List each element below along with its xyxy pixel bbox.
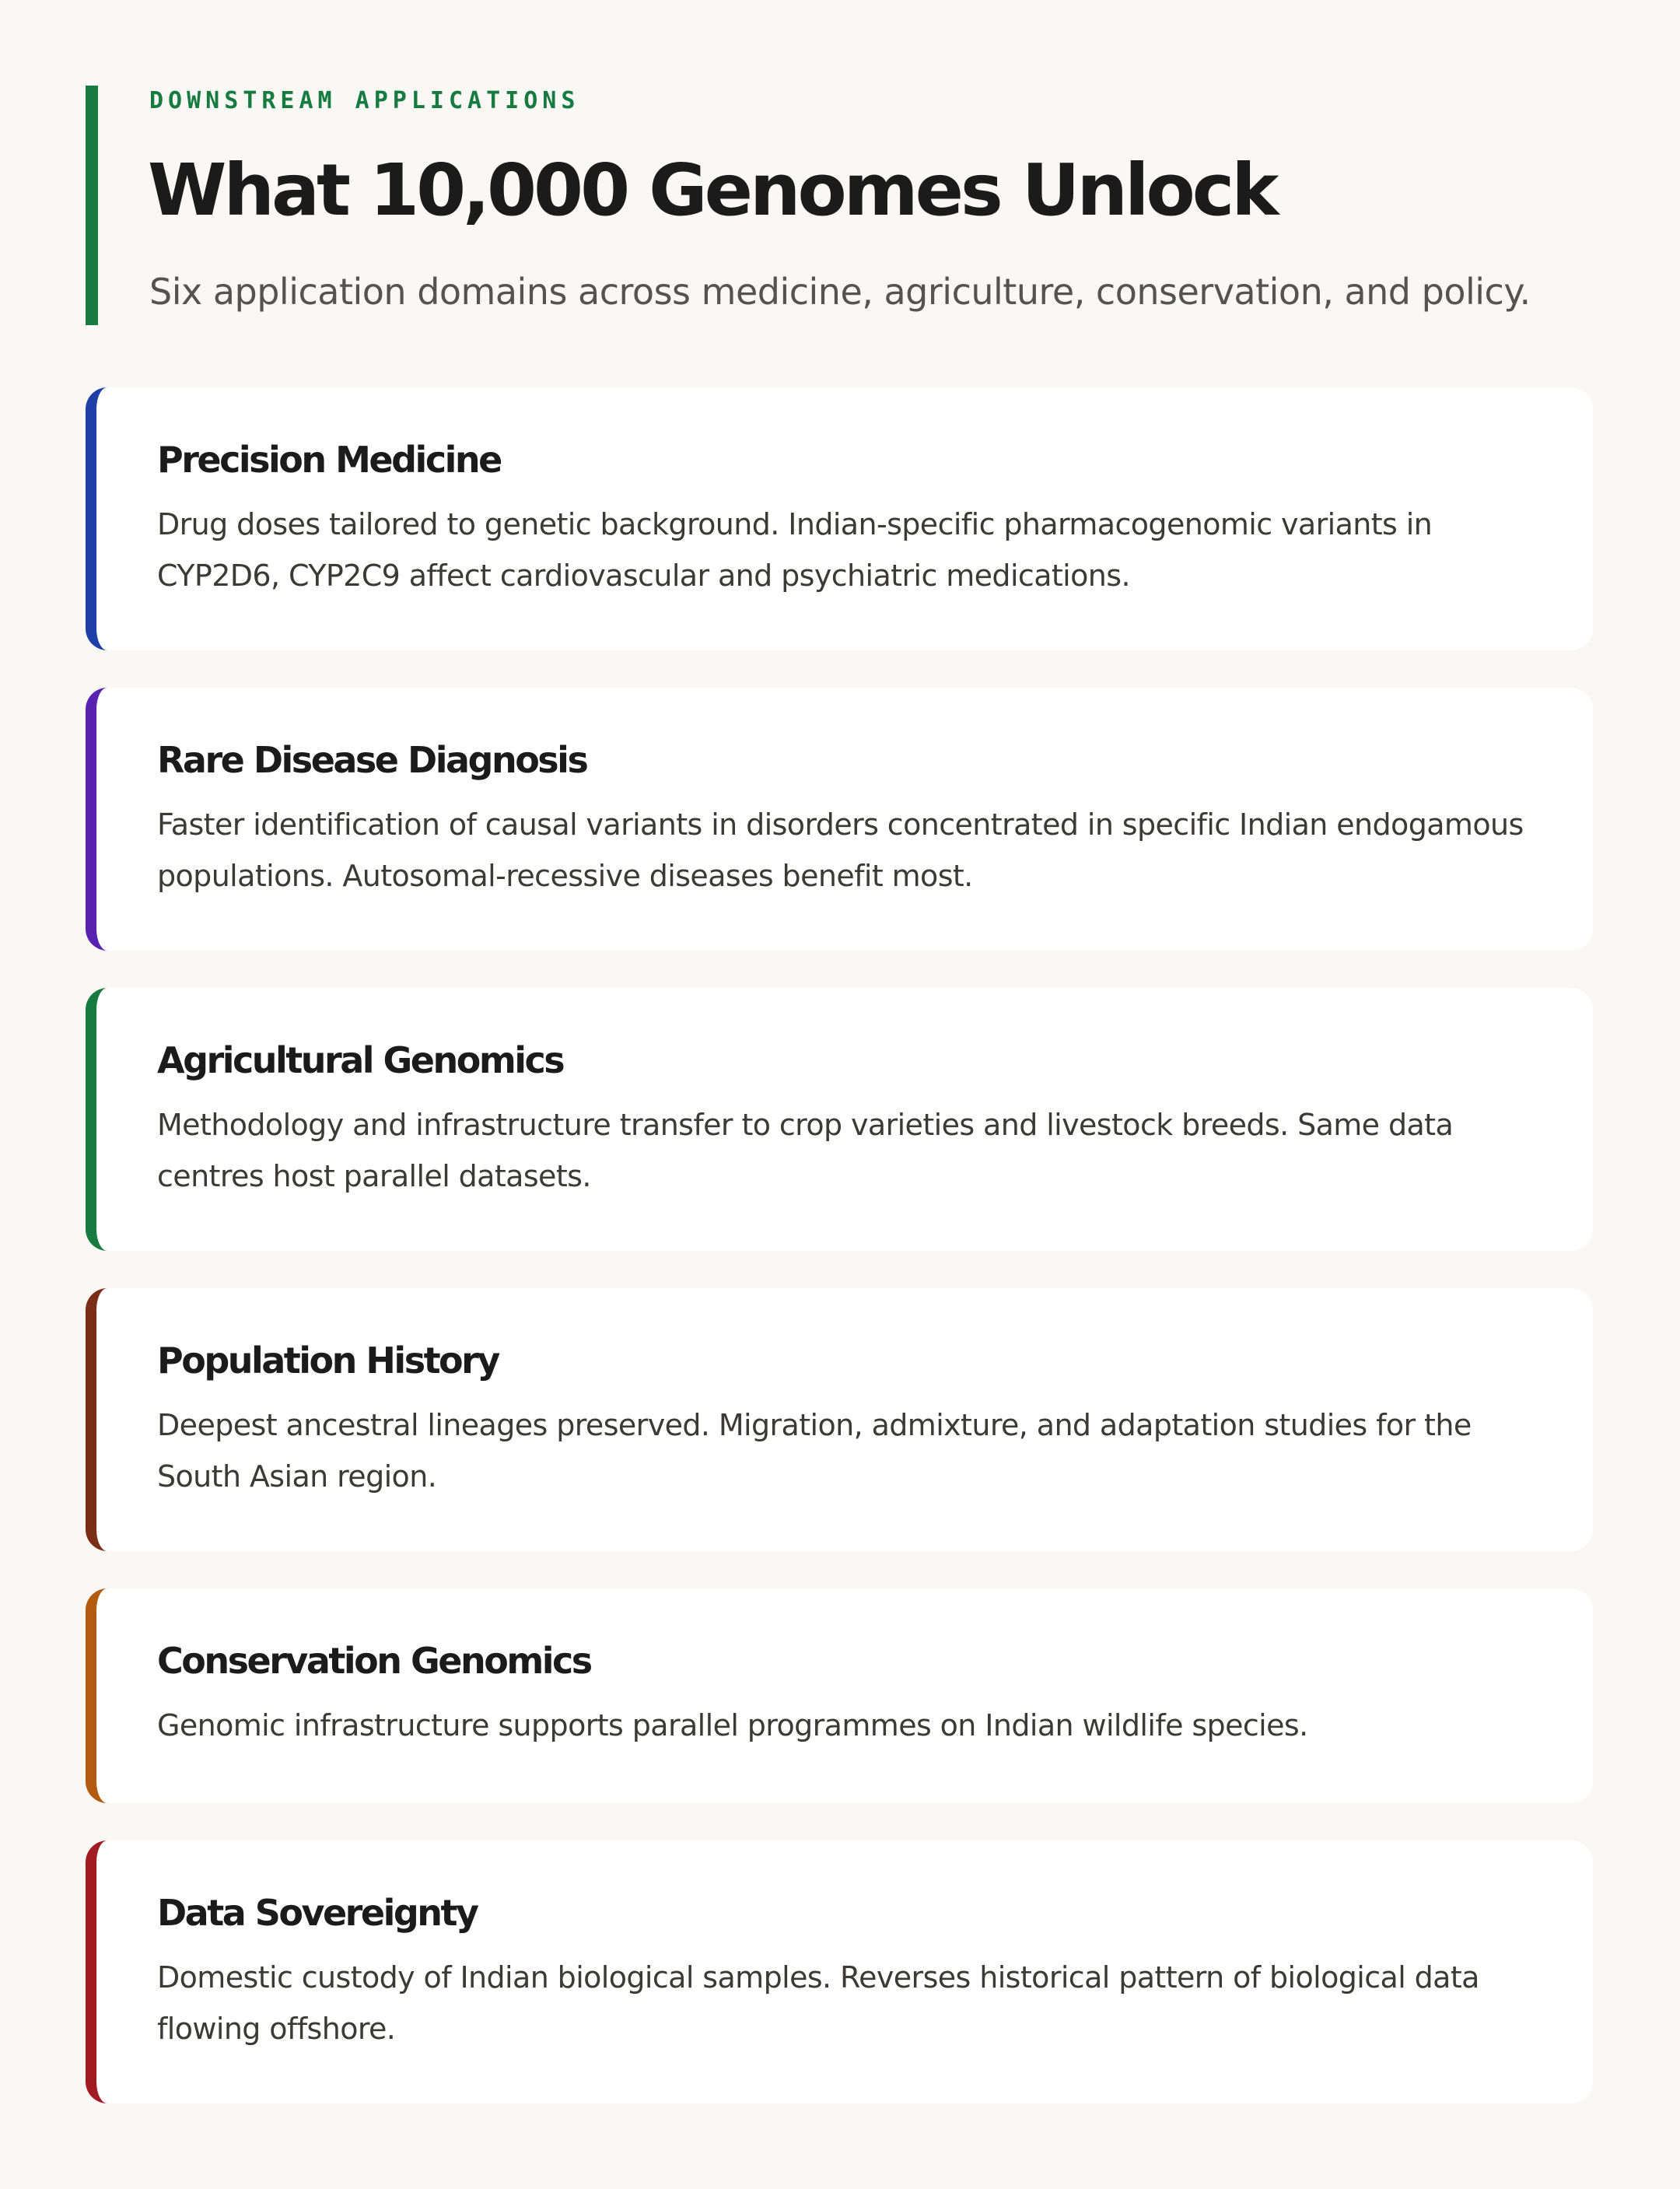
card-description: Drug doses tailored to genetic background. Indian-specific pharmacogenomic variants in CYP2D6, CYP2C9 affect cardiovascular and psychiatric medications. xyxy=(157,507,1433,594)
card-description: Faster identification of causal variants in disorders concentrated in specific Indian endogamous populations. Autosomal-recessive diseases benefit most. xyxy=(157,807,1524,894)
card-description: Genomic infrastructure supports parallel programmes on Indian wildlife species. xyxy=(157,1708,1308,1743)
page-header xyxy=(86,86,1594,325)
card-rare-disease-diagnosis xyxy=(86,688,1593,951)
application-card-list xyxy=(86,387,1593,2141)
card-precision-medicine xyxy=(86,387,1593,650)
card-title: Data Sovereignty xyxy=(157,1892,478,1934)
card-data-sovereignty xyxy=(86,1841,1593,2103)
card-description: Deepest ancestral lineages preserved. Migration, admixture, and adaptation studies for the South Asian region. xyxy=(157,1408,1472,1494)
page-title: What 10,000 Genomes Unlock xyxy=(148,149,1276,232)
card-description: Domestic custody of Indian biological samples. Reverses historical pattern of biological data flowing offshore. xyxy=(157,1960,1479,2047)
card-population-history xyxy=(86,1288,1593,1551)
card-title: Precision Medicine xyxy=(157,439,501,481)
card-title: Conservation Genomics xyxy=(157,1640,591,1682)
card-conservation-genomics xyxy=(86,1588,1593,1803)
card-agricultural-genomics xyxy=(86,988,1593,1251)
card-title: Population History xyxy=(157,1340,499,1382)
card-description: Methodology and infrastructure transfer to crop varieties and livestock breeds. Same data centres host parallel datasets. xyxy=(157,1108,1454,1194)
eyebrow-label: DOWNSTREAM APPLICATIONS xyxy=(149,87,580,114)
page-subtitle: Six application domains across medicine, agriculture, conservation, and policy. xyxy=(149,271,1531,313)
card-title: Agricultural Genomics xyxy=(157,1039,564,1081)
card-title: Rare Disease Diagnosis xyxy=(157,739,587,781)
